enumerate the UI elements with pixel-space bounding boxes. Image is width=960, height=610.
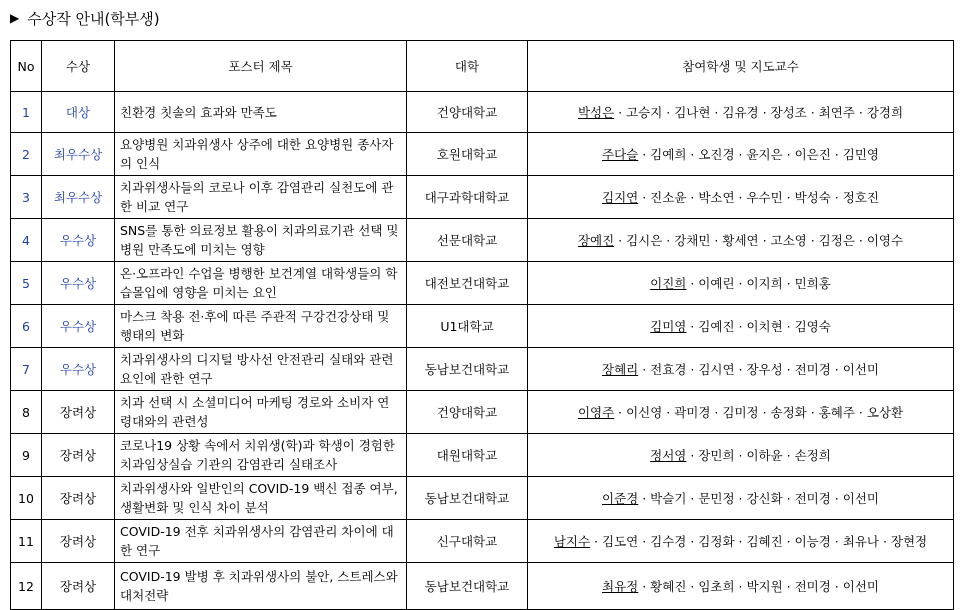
- row-number: 7: [11, 348, 42, 391]
- other-participants: · 김도연 · 김수경 · 김정화 · 김혜진 · 이능경 · 최유나 · 장현정: [590, 533, 928, 549]
- row-number: 12: [11, 563, 42, 610]
- participants: [528, 176, 954, 219]
- other-participants: · 장민희 · 이하윤 · 손정희: [686, 447, 831, 463]
- participants: [528, 520, 954, 563]
- poster-title: 치과 선택 시 소셜미디어 마케팅 경로와 소비자 연령대와의 관련성: [115, 391, 407, 434]
- other-participants: · 박슬기 · 문민정 · 강신화 · 전미경 · 이선미: [638, 490, 879, 506]
- table-row: [11, 305, 954, 348]
- university-name: 대원대학교: [407, 434, 528, 477]
- participants: [528, 477, 954, 520]
- university-name: 대전보건대학교: [407, 262, 528, 305]
- row-number: 6: [11, 305, 42, 348]
- header-university: 대학: [407, 41, 528, 92]
- participants: [528, 391, 954, 434]
- other-participants: · 고승지 · 김나현 · 김유경 · 장성조 · 최연주 · 강경희: [614, 104, 904, 120]
- participants: [528, 348, 954, 391]
- award-name: 장려상: [42, 563, 115, 610]
- table-row: [11, 434, 954, 477]
- lead-presenter: 김미영: [650, 318, 687, 334]
- table-row: [11, 176, 954, 219]
- row-number: 1: [11, 92, 42, 133]
- table-row: [11, 520, 954, 563]
- table-row: [11, 391, 954, 434]
- header-title: 포스터 제목: [115, 41, 407, 92]
- lead-presenter: 남지수: [553, 533, 591, 549]
- table-row: [11, 219, 954, 262]
- award-name: 최우수상: [42, 133, 115, 176]
- row-number: 4: [11, 219, 42, 262]
- lead-presenter: 정서영: [650, 447, 687, 463]
- poster-title: 친환경 칫솔의 효과와 만족도: [115, 92, 407, 133]
- participants: [528, 563, 954, 610]
- participants: [528, 305, 954, 348]
- poster-title: 요양병원 치과위생사 상주에 대한 요양병원 종사자의 인식: [115, 133, 407, 176]
- poster-title: 코로나19 상황 속에서 치위생(학)과 학생이 경험한 치과임상실습 기관의 감염관리 실태조사: [115, 434, 407, 477]
- participants: [528, 133, 954, 176]
- university-name: 동남보건대학교: [407, 477, 528, 520]
- row-number: 9: [11, 434, 42, 477]
- row-number: 2: [11, 133, 42, 176]
- row-number: 3: [11, 176, 42, 219]
- section-title: 수상작 안내(학부생): [27, 9, 160, 28]
- lead-presenter: 주다슬: [602, 146, 639, 162]
- table-row: [11, 133, 954, 176]
- participants: [528, 219, 954, 262]
- award-name: 우수상: [42, 262, 115, 305]
- table-row: [11, 477, 954, 520]
- lead-presenter: 이영주: [577, 404, 615, 420]
- other-participants: · 황혜진 · 임초희 · 박지원 · 전미경 · 이선미: [638, 578, 879, 594]
- other-participants: · 이신영 · 곽미경 · 김미정 · 송정화 · 홍혜주 · 오상환: [614, 404, 904, 420]
- table-body: [11, 92, 954, 610]
- table-row: [11, 262, 954, 305]
- row-number: 5: [11, 262, 42, 305]
- university-name: 대구과학대학교: [407, 176, 528, 219]
- poster-title: 치과위생사와 일반인의 COVID-19 백신 접종 여부, 생활변화 및 인식 차이 분석: [115, 477, 407, 520]
- poster-title: 마스크 착용 전·후에 따른 주관적 구강건강상태 및 행태의 변화: [115, 305, 407, 348]
- award-name: 장려상: [42, 477, 115, 520]
- poster-title: 치과위생사들의 코로나 이후 감염관리 실천도에 관한 비교 연구: [115, 176, 407, 219]
- header-members: 참여학생 및 지도교수: [528, 41, 954, 92]
- poster-title: COVID-19 발병 후 치과위생사의 불안, 스트레스와 대처전략: [115, 563, 407, 610]
- poster-title: COVID-19 전후 치과위생사의 감염관리 차이에 대한 연구: [115, 520, 407, 563]
- university-name: 신구대학교: [407, 520, 528, 563]
- award-name: 우수상: [42, 348, 115, 391]
- award-name: 장려상: [42, 391, 115, 434]
- poster-title: SNS를 통한 의료정보 활용이 치과의료기관 선택 및 병원 만족도에 미치는 영향: [115, 219, 407, 262]
- university-name: 동남보건대학교: [407, 348, 528, 391]
- poster-title: 온·오프라인 수업을 병행한 보건계열 대학생들의 학습몰입에 영향을 미치는 요인: [115, 262, 407, 305]
- table-row: [11, 563, 954, 610]
- participants: [528, 92, 954, 133]
- award-name: 대상: [42, 92, 115, 133]
- row-number: 11: [11, 520, 42, 563]
- table-row: [11, 92, 954, 133]
- award-name: 최우수상: [42, 176, 115, 219]
- lead-presenter: 김지연: [602, 189, 639, 205]
- lead-presenter: 박성은: [577, 104, 615, 120]
- award-table: [10, 40, 954, 610]
- header-award: 수상: [42, 41, 115, 92]
- university-name: 건양대학교: [407, 92, 528, 133]
- university-name: 호원대학교: [407, 133, 528, 176]
- poster-title: 치과위생사의 디지털 방사선 안전관리 실태와 관련요인에 관한 연구: [115, 348, 407, 391]
- header-no: No: [11, 41, 42, 92]
- other-participants: · 김예희 · 오진경 · 윤지은 · 이은진 · 김민영: [638, 146, 879, 162]
- other-participants: · 김시은 · 강채민 · 황세연 · 고소영 · 김정은 · 이영수: [614, 232, 904, 248]
- lead-presenter: 이준경: [602, 490, 639, 506]
- table-header-row: [11, 41, 954, 92]
- other-participants: · 진소윤 · 박소연 · 우수민 · 박성숙 · 정호진: [638, 189, 879, 205]
- award-name: 장려상: [42, 520, 115, 563]
- participants: [528, 434, 954, 477]
- row-number: 8: [11, 391, 42, 434]
- lead-presenter: 장예진: [577, 232, 615, 248]
- other-participants: · 전효경 · 김시연 · 장우성 · 전미경 · 이선미: [638, 361, 879, 377]
- row-number: 10: [11, 477, 42, 520]
- award-name: 우수상: [42, 305, 115, 348]
- other-participants: · 이예린 · 이지희 · 민희홍: [686, 275, 831, 291]
- award-name: 장려상: [42, 434, 115, 477]
- university-name: 선문대학교: [407, 219, 528, 262]
- lead-presenter: 장혜리: [602, 361, 639, 377]
- university-name: U1대학교: [407, 305, 528, 348]
- participants: [528, 262, 954, 305]
- other-participants: · 김예진 · 이치현 · 김영숙: [686, 318, 831, 334]
- section-heading: [10, 6, 160, 30]
- table-row: [11, 348, 954, 391]
- lead-presenter: 이진희: [650, 275, 687, 291]
- university-name: 동남보건대학교: [407, 563, 528, 610]
- lead-presenter: 최유정: [602, 578, 639, 594]
- triangle-bullet-icon: ▶: [10, 11, 20, 25]
- university-name: 건양대학교: [407, 391, 528, 434]
- award-name: 우수상: [42, 219, 115, 262]
